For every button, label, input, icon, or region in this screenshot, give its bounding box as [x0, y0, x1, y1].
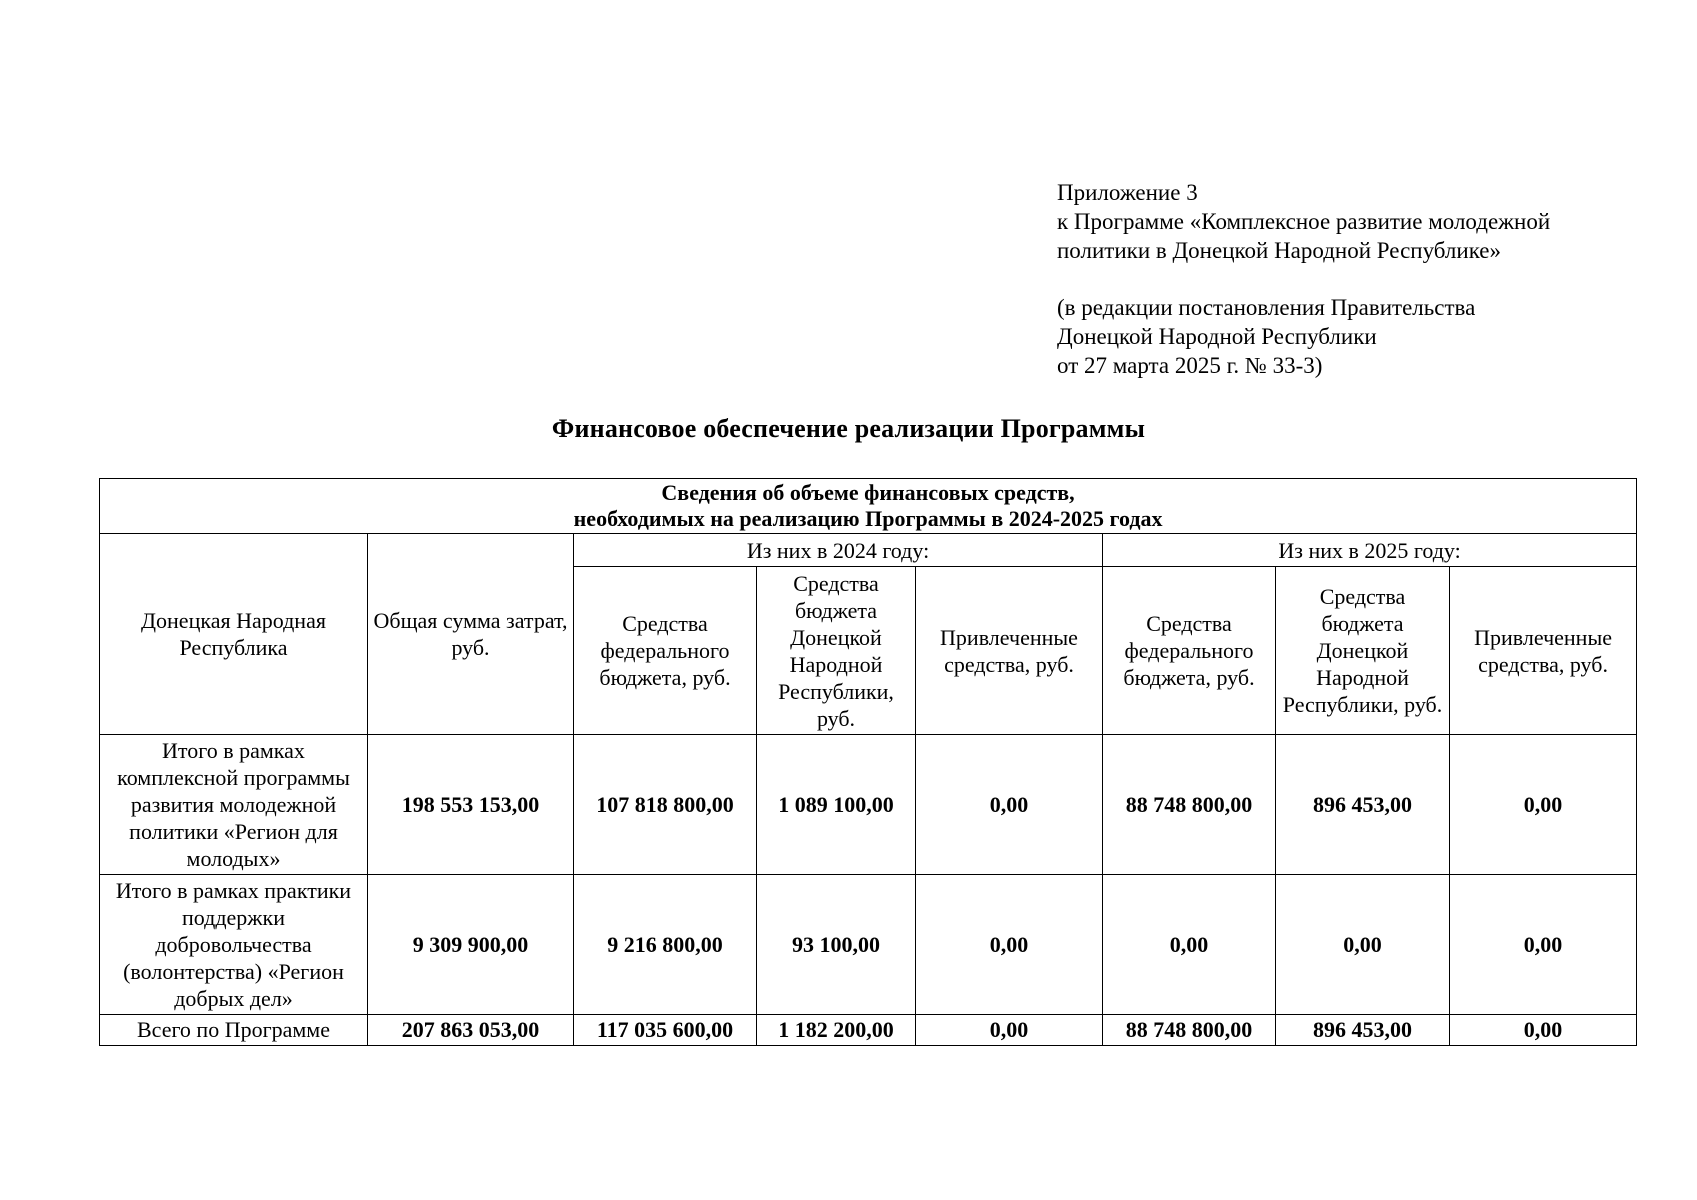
cell-federal-2024: 107 818 800,00: [574, 735, 757, 875]
annex-number: Приложение 3: [1057, 180, 1198, 205]
header-regional-2024: Средства бюджета Донецкой Народной Республики, руб.: [757, 567, 916, 735]
table-row-total: [100, 1015, 1637, 1046]
annex-program-line: политики в Донецкой Народной Республике»: [1057, 238, 1502, 263]
cell-regional-2025: 896 453,00: [1276, 1015, 1450, 1046]
cell-federal-2024: 9 216 800,00: [574, 875, 757, 1015]
cell-regional-2025: 0,00: [1276, 875, 1450, 1015]
row-name: Итого в рамках комплексной программы развития молодежной политики «Регион для молодых»: [100, 735, 368, 875]
cell-attracted-2025: 0,00: [1450, 1015, 1637, 1046]
table-row: [100, 875, 1637, 1015]
header-regional-2025: Средства бюджета Донецкой Народной Республики, руб.: [1276, 567, 1450, 735]
cell-attracted-2024: 0,00: [916, 875, 1103, 1015]
cell-regional-2024: 93 100,00: [757, 875, 916, 1015]
cell-total: 9 309 900,00: [368, 875, 574, 1015]
cell-attracted-2025: 0,00: [1450, 735, 1637, 875]
header-group-2024: Из них в 2024 году:: [574, 534, 1103, 567]
annex-block: [1057, 178, 1550, 380]
cell-regional-2024: 1 182 200,00: [757, 1015, 916, 1046]
annex-spacer: [1057, 265, 1550, 293]
header-attracted-2025: Привлеченные средства, руб.: [1450, 567, 1637, 735]
header-total: Общая сумма затрат, руб.: [368, 534, 574, 735]
caption-line: необходимых на реализацию Программы в 2024-2025 годах: [573, 506, 1163, 531]
table-caption: [100, 479, 1637, 534]
cell-federal-2025: 88 748 800,00: [1103, 1015, 1276, 1046]
header-federal-2025: Средства федерального бюджета, руб.: [1103, 567, 1276, 735]
row-name: Итого в рамках практики поддержки добровольчества (волонтерства) «Регион добрых дел»: [100, 875, 368, 1015]
cell-total: 207 863 053,00: [368, 1015, 574, 1046]
document-title: Финансовое обеспечение реализации Программы: [551, 414, 1146, 443]
cell-attracted-2025: 0,00: [1450, 875, 1637, 1015]
cell-federal-2025: 0,00: [1103, 875, 1276, 1015]
header-region: Донецкая Народная Республика: [100, 534, 368, 735]
header-attracted-2024: Привлеченные средства, руб.: [916, 567, 1103, 735]
cell-regional-2024: 1 089 100,00: [757, 735, 916, 875]
cell-attracted-2024: 0,00: [916, 735, 1103, 875]
row-name: Всего по Программе: [100, 1015, 368, 1046]
cell-attracted-2024: 0,00: [916, 1015, 1103, 1046]
cell-federal-2024: 117 035 600,00: [574, 1015, 757, 1046]
annex-edition-line: (в редакции постановления Правительства: [1057, 295, 1476, 320]
header-group-2025: Из них в 2025 году:: [1103, 534, 1637, 567]
annex-edition-line: Донецкой Народной Республики: [1057, 324, 1377, 349]
table-row: [100, 735, 1637, 875]
caption-line: Сведения об объеме финансовых средств,: [661, 480, 1075, 505]
cell-federal-2025: 88 748 800,00: [1103, 735, 1276, 875]
financing-table: [99, 478, 1637, 1046]
cell-regional-2025: 896 453,00: [1276, 735, 1450, 875]
annex-program-line: к Программе «Комплексное развитие молодежной: [1057, 209, 1551, 234]
cell-total: 198 553 153,00: [368, 735, 574, 875]
annex-edition-date: от 27 марта 2025 г. № 33-3): [1057, 353, 1323, 378]
header-federal-2024: Средства федерального бюджета, руб.: [574, 567, 757, 735]
